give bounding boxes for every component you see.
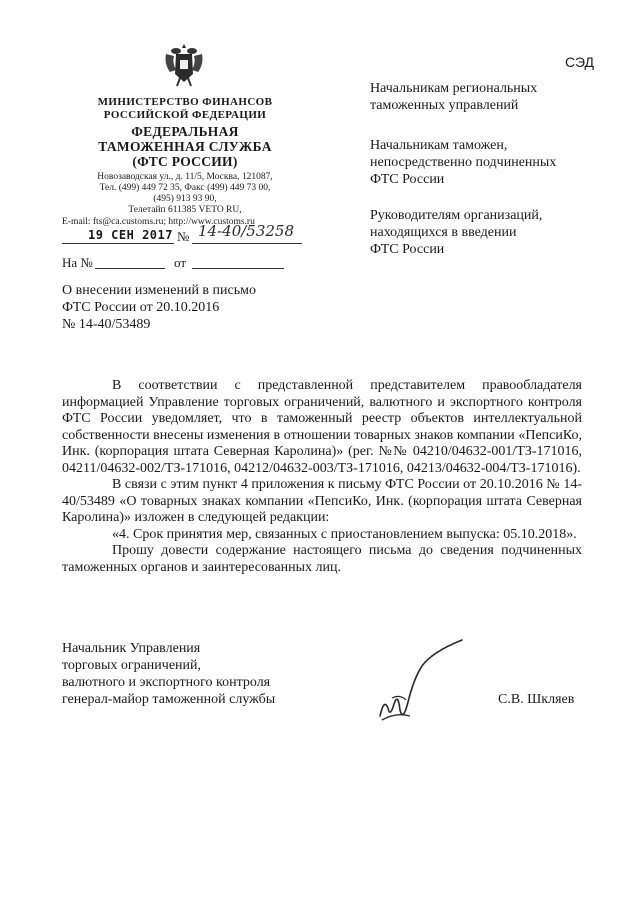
- service-name: [80, 124, 290, 169]
- ministry-line-1: МИНИСТЕРСТВО ФИНАНСОВ: [97, 96, 273, 108]
- recipient-3-line-1: Руководителям организаций,: [370, 208, 543, 223]
- recipient-3-line-2: находящихся в введении: [370, 225, 517, 240]
- date-line: [62, 243, 174, 244]
- handwritten-signature: [370, 638, 470, 728]
- address-line-1: Новозаводская ул., д. 11/5, Москва, 121087,: [97, 172, 273, 182]
- recipient-2-line-3: ФТС России: [370, 172, 445, 187]
- recipient-2-line-1: Начальникам таможен,: [370, 138, 508, 153]
- position-line-4: генерал-майор таможенной службы: [62, 692, 276, 707]
- sender-address: [70, 172, 300, 216]
- registration-number: 14-40/53258: [198, 222, 295, 240]
- ministry-name: [80, 96, 290, 122]
- recipient-1-line-2: таможенных управлений: [370, 98, 519, 113]
- body-paragraph-1: В соответствии с представленной представителем правообладателя информацией Управление торговых ограничений, валютного и экспортного контроля ФТС России уведомляет, что в таможенный реестр объектов интеллектуальной собственности внесены изменения в отношении товарных знаков компании «ПепсиКо, Инк. (корпорация штата Северная Каролина)» (рег. №№ 04210/04632-001/ТЗ-171016, 04211/04632-002/ТЗ-171016, 04212/04632-003/ТЗ-171016, 04213/04632-004/ТЗ-171016).: [62, 378, 582, 476]
- address-line-4: Телетайп 611385 VETO RU,: [128, 205, 242, 215]
- position-line-2: торговых ограничений,: [62, 658, 202, 673]
- recipient-2-line-2: непосредственно подчиненных: [370, 155, 557, 170]
- service-line-3: (ФТС РОССИИ): [132, 154, 238, 169]
- address-line-2: Тел. (499) 449 72 35, Факс (499) 449 73 00,: [99, 183, 271, 193]
- reply-date-line: [192, 268, 284, 269]
- subject-line-2: ФТС России от 20.10.2016: [62, 300, 220, 315]
- signatory-name: С.В. Шкляев: [498, 692, 575, 707]
- recipient-3-line-3: ФТС России: [370, 242, 445, 257]
- subject-line-1: О внесении изменений в письмо: [62, 283, 256, 298]
- address-line-3: (495) 913 93 90,: [153, 194, 217, 204]
- coat-of-arms-icon: [162, 40, 206, 90]
- ministry-line-2: РОССИЙСКОЙ ФЕДЕРАЦИИ: [103, 109, 267, 121]
- body-paragraph-2: В связи с этим пункт 4 приложения к письму ФТС России от 20.10.2016 № 14-40/53489 «О товарных знаках компании «ПепсиКо, Инк. (корпорация штата Северная Каролина)» изложен в следующей редакции:: [62, 477, 582, 525]
- service-line-2: ТАМОЖЕННАЯ СЛУЖБА: [98, 139, 272, 154]
- registration-date: 19 СЕН 2017: [88, 228, 173, 242]
- sed-mark: СЭД: [565, 54, 595, 70]
- body-paragraph-3: «4. Срок принятия мер, связанных с приостановлением выпуска: 05.10.2018».: [112, 526, 577, 542]
- position-line-1: Начальник Управления: [62, 641, 201, 656]
- reply-label: На №: [62, 255, 93, 270]
- recipient-regional: [370, 80, 610, 114]
- sender-email: E-mail: fts@ca.customs.ru; http://www.customs.ru: [62, 217, 255, 227]
- letter-subject: [62, 282, 312, 333]
- service-line-1: ФЕДЕРАЛЬНАЯ: [131, 124, 239, 139]
- letter-body: [62, 378, 582, 576]
- position-line-3: валютного и экспортного контроля: [62, 675, 271, 690]
- number-label: №: [177, 229, 190, 244]
- number-line: [192, 243, 302, 244]
- body-paragraph-4: Прошу довести содержание настоящего письма до сведения подчиненных таможенных органов и заинтересованных лиц.: [62, 543, 582, 575]
- recipient-customs: [370, 137, 610, 188]
- signatory-position: [62, 640, 322, 708]
- from-label: от: [174, 255, 187, 270]
- recipient-organizations: [370, 207, 610, 258]
- recipient-1-line-1: Начальникам региональных: [370, 81, 538, 96]
- reply-number-line: [95, 268, 165, 269]
- subject-line-3: № 14-40/53489: [62, 317, 151, 332]
